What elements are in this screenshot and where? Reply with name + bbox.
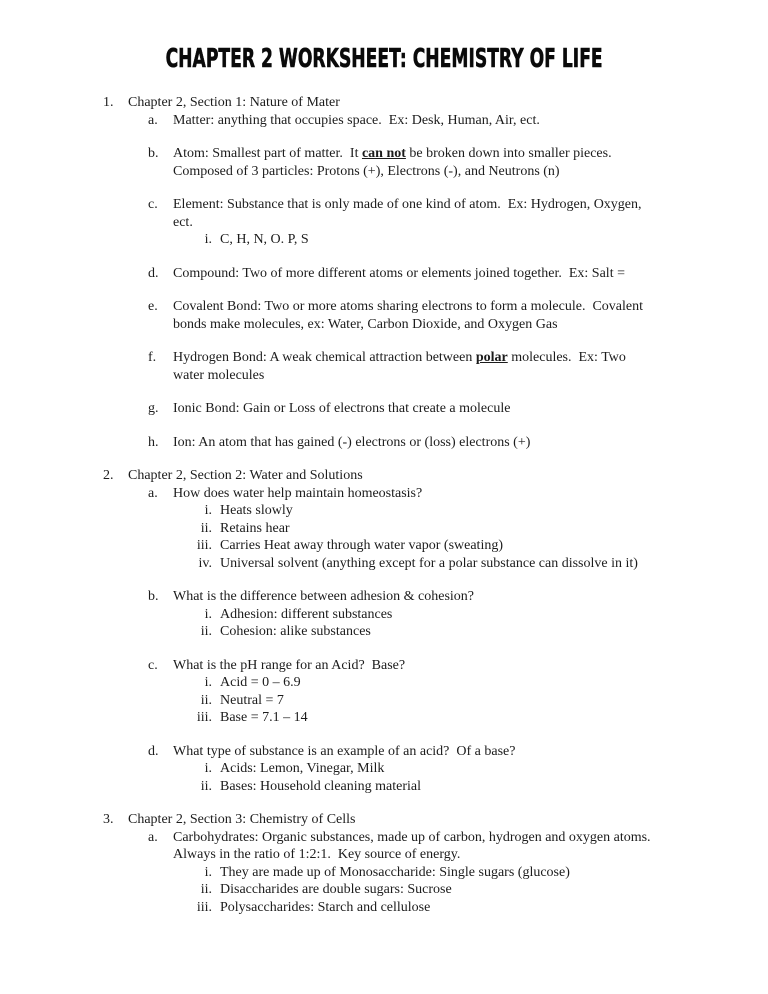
item-line (148, 434, 768, 452)
item-line-marker: c. (148, 657, 158, 673)
subitem-line-text: Bases: Household cleaning material (220, 778, 421, 794)
outline-item (0, 657, 768, 727)
item-line-marker: e. (148, 299, 158, 314)
item-line (148, 196, 768, 231)
section-heading (103, 811, 768, 829)
subitem-line-marker: i. (204, 606, 212, 622)
subitem-line-marker: i. (204, 761, 212, 776)
subitem-line-text: Base = 7.1 – 14 (220, 710, 308, 725)
section-heading-marker: 3. (103, 812, 114, 827)
subitem-line-marker: iv. (198, 555, 212, 571)
subitem-line-marker: i. (204, 503, 212, 518)
subitem-line-text: Adhesion: different substances (220, 606, 393, 622)
section-heading (103, 94, 768, 112)
item-line-text (173, 485, 422, 503)
subitem-line-text: Disaccharides are double sugars: Sucrose (220, 882, 452, 897)
subitem-line-marker: i. (204, 675, 212, 690)
item-line-text (173, 829, 651, 864)
item-line-text (173, 112, 540, 130)
item-line-marker: b. (148, 146, 159, 161)
item-text-run: How does water help maintain homeostasis? (173, 485, 423, 501)
item-text-run: Matter: anything that occupies space. Ex: Desk, Human, Air, ect. (173, 112, 540, 128)
item-text-run: Element: Substance that is only made of one kind of atom. Ex: Hydrogen, Oxygen, ect. (173, 197, 642, 230)
section-heading-text: Chapter 2, Section 2: Water and Solutions (128, 468, 363, 483)
item-text-run: Atom: Smallest part of matter. It (173, 146, 362, 161)
section-heading-text: Chapter 2, Section 3: Chemistry of Cells (128, 812, 356, 827)
section-heading (103, 467, 768, 485)
subitem-line (178, 231, 768, 249)
item-text-run: Covalent Bond: Two or more atoms sharing electrons to form a molecule. Covalent bonds make molecules, ex: Water, Carbon Dioxide, and Oxygen Gas (173, 299, 643, 332)
document-body (0, 94, 768, 916)
outline-section (0, 467, 768, 795)
title-container (0, 44, 768, 74)
subitem-line (178, 709, 768, 727)
item-line-text (173, 145, 612, 180)
item-text-run: Ion: An atom that has gained (-) electrons or (loss) electrons (+) (173, 434, 531, 450)
item-line-text (173, 657, 405, 675)
item-line (148, 145, 768, 180)
item-line-marker: h. (148, 434, 159, 450)
subitem-line-marker: iii. (196, 899, 212, 915)
subitem-line (178, 623, 768, 641)
subitem-line-text: Polysaccharides: Starch and cellulose (220, 899, 431, 915)
item-text-run: What is the difference between adhesion & cohesion? (173, 589, 475, 604)
item-line (148, 349, 768, 384)
item-line (148, 588, 768, 606)
subitem-line-text: Cohesion: alike substances (220, 624, 371, 639)
subitem-line-text: They are made up of Monosaccharide: Single sugars (glucose) (220, 864, 570, 880)
item-line-marker: c. (148, 197, 158, 212)
page-title: CHAPTER 2 WORKSHEET: CHEMISTRY OF LIFE (165, 44, 603, 74)
subitem-line-marker: iii. (196, 710, 212, 725)
item-line-marker: g. (148, 401, 159, 416)
outline-item (0, 400, 768, 418)
outline-item (0, 829, 768, 917)
item-line-marker: d. (148, 743, 159, 759)
subitem-line-text: C, H, N, O. P, S (220, 232, 309, 247)
item-line (148, 112, 768, 130)
item-text-run: What type of substance is an example of an acid? Of a base? (173, 743, 516, 759)
item-text-run: molecules. Ex: Two water molecules (173, 350, 626, 383)
section-heading-text: Chapter 2, Section 1: Nature of Mater (128, 95, 340, 110)
item-line-text (173, 196, 642, 231)
subitem-line-marker: ii. (200, 882, 212, 897)
outline-section (0, 94, 768, 451)
item-line (148, 743, 768, 761)
outline-item (0, 112, 768, 130)
emphasized-term: polar (475, 350, 508, 365)
subitem-line-marker: ii. (200, 520, 212, 536)
outline-item (0, 349, 768, 384)
subitem-line-marker: iii. (196, 538, 212, 553)
item-line-marker: b. (148, 589, 159, 604)
outline-section (0, 811, 768, 916)
subitem-line-marker: ii. (200, 624, 212, 639)
item-line (148, 265, 768, 283)
item-line-text (173, 588, 474, 606)
item-line-marker: a. (148, 485, 158, 501)
item-line (148, 829, 768, 864)
subitem-line-text: Neutral = 7 (220, 692, 284, 708)
item-text-run: be broken down into smaller pieces. Composed of 3 particles: Protons (+), Electrons (-), and Neutrons (n) (173, 146, 612, 179)
outline-item (0, 196, 768, 249)
subitem-line-marker: ii. (200, 778, 212, 794)
item-line-marker: d. (148, 265, 159, 281)
item-line-text (173, 349, 626, 384)
subitem-line (178, 864, 768, 882)
subitem-line (178, 520, 768, 538)
subitem-line-text: Retains hear (220, 520, 290, 536)
item-line (148, 485, 768, 503)
subitem-line (178, 778, 768, 796)
item-text-run: Ionic Bond: Gain or Loss of electrons that create a molecule (173, 401, 511, 416)
subitem-line (178, 555, 768, 573)
subitem-line (178, 760, 768, 778)
subitem-line (178, 881, 768, 899)
item-line-text (173, 265, 625, 283)
outline-item (0, 434, 768, 452)
subitem-line-text: Universal solvent (anything except for a polar substance can dissolve in it) (220, 555, 638, 571)
subitem-line (178, 502, 768, 520)
subitem-line-text: Acid = 0 – 6.9 (220, 675, 301, 690)
subitem-line-marker: ii. (200, 692, 212, 708)
item-line-text (173, 298, 643, 333)
section-heading-marker: 2. (103, 468, 114, 483)
subitem-line (178, 537, 768, 555)
item-text-run: What is the pH range for an Acid? Base? (173, 657, 406, 673)
outline-item (0, 298, 768, 333)
subitem-line-text: Acids: Lemon, Vinegar, Milk (220, 761, 385, 776)
item-line-marker: f. (148, 350, 157, 365)
subitem-line-text: Carries Heat away through water vapor (sweating) (220, 538, 504, 553)
subitem-line (178, 606, 768, 624)
outline-item (0, 265, 768, 283)
item-line-marker: a. (148, 112, 158, 128)
subitem-line-marker: i. (204, 864, 212, 880)
outline-item (0, 743, 768, 796)
item-line-text (173, 434, 530, 452)
item-text-run: Compound: Two of more different atoms or elements joined together. Ex: Salt = (173, 265, 625, 281)
subitem-line-marker: i. (204, 232, 212, 247)
outline-item (0, 588, 768, 641)
subitem-line-text: Heats slowly (220, 503, 293, 518)
emphasized-term: can not (361, 146, 406, 161)
subitem-line (178, 674, 768, 692)
section-heading-marker: 1. (103, 95, 114, 110)
subitem-line (178, 692, 768, 710)
item-line-marker: a. (148, 829, 158, 845)
item-line-text (173, 400, 510, 418)
item-line-text (173, 743, 515, 761)
item-text-run: Hydrogen Bond: A weak chemical attraction between (173, 350, 476, 365)
outline-item (0, 145, 768, 180)
item-text-run: Carbohydrates: Organic substances, made up of carbon, hydrogen and oxygen atoms. Always in the ratio of 1:2:1. Key source of energy. (173, 829, 651, 862)
item-line (148, 400, 768, 418)
item-line (148, 657, 768, 675)
subitem-line (178, 899, 768, 917)
item-line (148, 298, 768, 333)
outline-item (0, 485, 768, 573)
